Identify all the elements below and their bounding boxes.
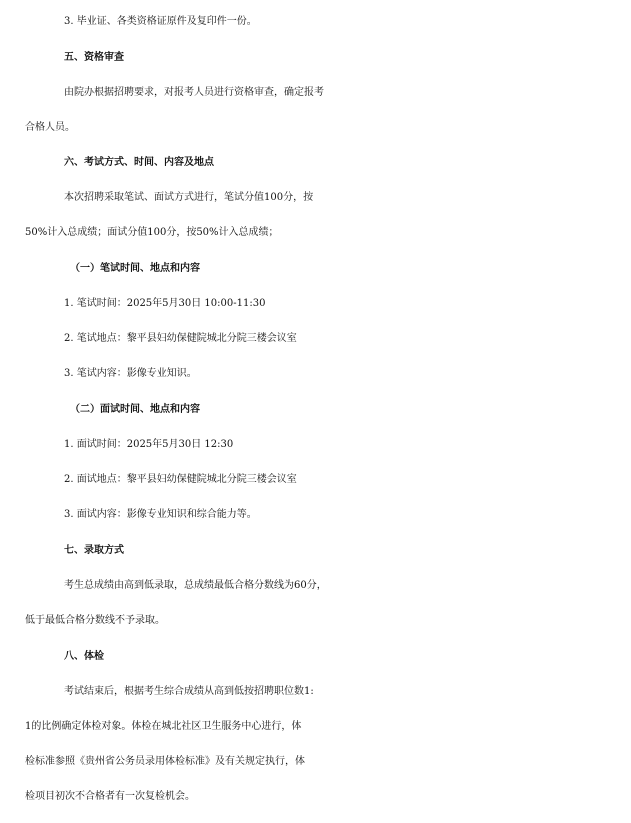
list-item: 2. 笔试地点：黎平县妇幼保健院城北分院三楼会议室	[64, 333, 297, 344]
paragraph-line: 考生总成绩由高到低录取，总成绩最低合格分数线为60分，	[64, 580, 327, 591]
paragraph-line: 50%计入总成绩；面试分值100分，按50%计入总成绩；	[25, 227, 279, 238]
paragraph-line: 考试结束后，根据考生综合成绩从高到低按招聘职位数1:	[64, 686, 314, 697]
list-item: 1. 笔试时间：2025年5月30日 10:00-11:30	[64, 298, 266, 309]
paragraph-line: 合格人员。	[25, 122, 75, 133]
paragraph-line: 低于最低合格分数线不予录取。	[25, 615, 165, 626]
list-item: 2. 面试地点：黎平县妇幼保健院城北分院三楼会议室	[64, 474, 297, 485]
list-item: 3. 面试内容：影像专业知识和综合能力等。	[64, 509, 257, 520]
paragraph-line: 1的比例确定体检对象。体检在城北社区卫生服务中心进行，体	[25, 721, 302, 732]
paragraph-line: 本次招聘采取笔试、面试方式进行，笔试分值100分，按	[64, 192, 314, 203]
section-heading-admission: 七、录取方式	[64, 545, 124, 556]
list-item: 3. 笔试内容：影像专业知识。	[64, 368, 197, 379]
section-heading-exam-method: 六、考试方式、时间、内容及地点	[64, 157, 214, 168]
paragraph-line: 检项目初次不合格者有一次复检机会。	[25, 791, 195, 802]
section-heading-qualification-review: 五、资格审查	[64, 52, 124, 63]
section-heading-medical-exam: 八、体检	[64, 651, 104, 662]
paragraph-line: 检标准参照《贵州省公务员录用体检标准》及有关规定执行，体	[25, 756, 305, 767]
list-item: 1. 面试时间：2025年5月30日 12:30	[64, 439, 234, 450]
subsection-heading-written-exam: （一）笔试时间、地点和内容	[70, 263, 200, 274]
subsection-heading-interview: （二）面试时间、地点和内容	[70, 404, 200, 415]
list-item: 3. 毕业证、各类资格证原件及复印件一份。	[64, 16, 257, 27]
paragraph-line: 由院办根据招聘要求，对报考人员进行资格审查，确定报考	[64, 87, 324, 98]
